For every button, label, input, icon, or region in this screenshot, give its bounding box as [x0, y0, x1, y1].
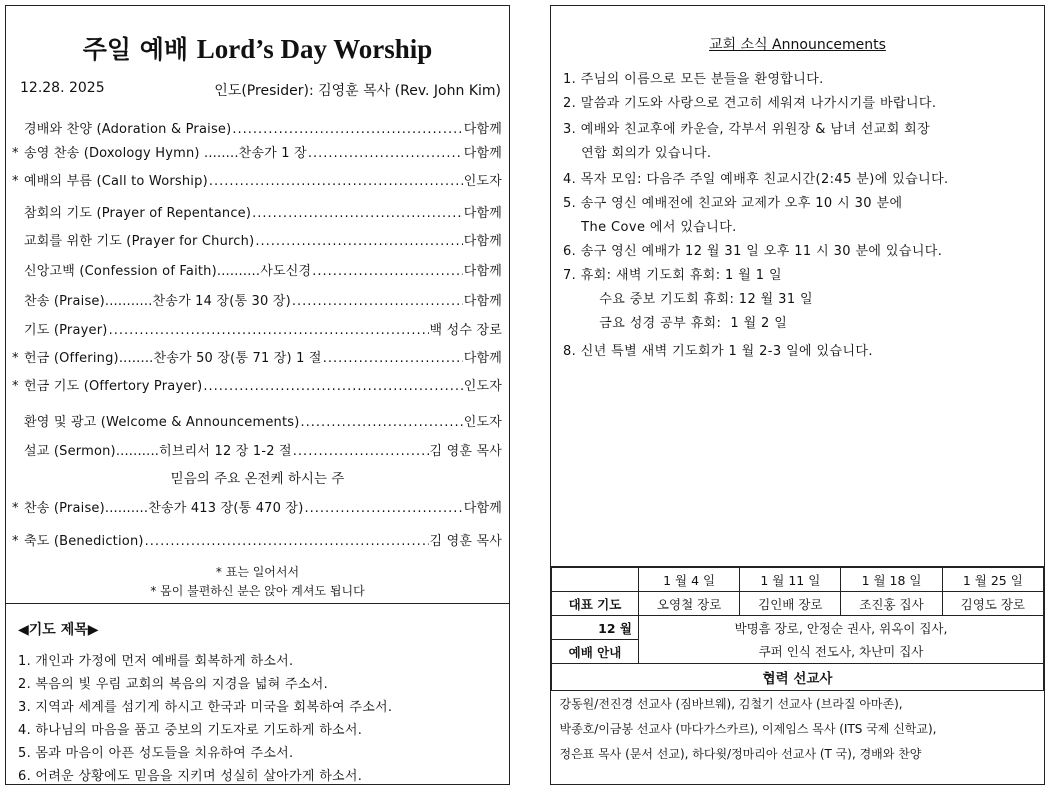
announcement-item: 수요 중보 기도회 휴회: 12 월 31 일 — [563, 292, 813, 307]
order-item — [12, 260, 502, 279]
standing-marker: * — [12, 146, 19, 161]
prayer-item: 6. 어려운 상황에도 믿음을 지키며 성실히 살아가게 하소서. — [18, 769, 363, 784]
leader-dots — [292, 294, 463, 309]
leader-cell: 김인배 장로 — [740, 592, 841, 616]
sermon-title: 믿음의 주요 온전케 하시는 주 — [170, 471, 345, 487]
guide-label: 12 월 — [552, 616, 639, 640]
table-cell — [552, 568, 639, 592]
order-item-role: 김 영훈 목사 — [429, 444, 502, 459]
leader-dots — [312, 264, 462, 279]
standing-note: * 표는 일어서서 — [215, 565, 300, 579]
leader-dots — [323, 351, 463, 366]
table-row — [552, 592, 1044, 616]
order-item-role: 다함께 — [463, 234, 502, 249]
order-item-role: 다함께 — [463, 264, 502, 279]
table-row — [552, 616, 1044, 640]
order-item-role: 김 영훈 목사 — [429, 534, 502, 549]
leader-dots — [203, 379, 462, 394]
prayer-item: 4. 하나님의 마음을 품고 중보의 기도자로 기도하게 하소서. — [18, 723, 363, 738]
order-item — [12, 170, 502, 189]
order-item — [12, 118, 502, 137]
order-item — [12, 230, 502, 249]
schedule-panel — [550, 567, 1045, 785]
announcement-item: 6. 송구 영신 예배가 12 월 31 일 오후 11 시 30 분에 있습니다. — [563, 244, 943, 259]
table-row — [552, 640, 1044, 664]
date-cell: 1 월 11 일 — [740, 568, 841, 592]
order-item-label: 환영 및 광고 (Welcome & Announcements) — [24, 415, 300, 430]
date-cell: 1 월 18 일 — [841, 568, 942, 592]
order-item — [12, 375, 502, 394]
mission-line: 정은표 목사 (문서 선교), 하다윗/정마리아 선교사 (T 국), 경배와 찬양 — [559, 747, 922, 761]
mission-line: 박종호/이금봉 선교사 (마다가스카르), 이제임스 목사 (ITS 국제 신학교), — [559, 722, 937, 736]
announcement-item: 4. 목자 모임: 다음주 주일 예배후 친교시간(2:45 분)에 있습니다. — [563, 172, 949, 187]
leader-dots — [252, 206, 463, 221]
order-item — [12, 202, 502, 221]
announcement-item: 3. 예배와 친교후에 카운슬, 각부서 위원장 & 남녀 선교회 회장 — [563, 122, 931, 137]
prayer-item: 2. 복음의 빛 우림 교회의 복음의 지경을 넓혀 주소서. — [18, 677, 329, 692]
prayer-item: 3. 지역과 세계를 섬기게 하시고 한국과 미국을 회복하여 주소서. — [18, 700, 393, 715]
order-item — [12, 142, 502, 161]
table-row — [552, 716, 1044, 741]
announcement-item: 2. 말씀과 기도와 사랑으로 견고히 세워져 나가시기를 바랍니다. — [563, 96, 937, 111]
order-item-label: 송영 찬송 (Doxology Hymn) ........찬송가 1 장 — [24, 146, 307, 161]
leader-dots — [209, 174, 463, 189]
row-label: 대표 기도 — [552, 592, 639, 616]
table-row — [552, 741, 1044, 766]
standing-marker: * — [12, 379, 19, 394]
worship-order-panel — [5, 5, 510, 785]
leader-cell: 오영철 장로 — [639, 592, 740, 616]
order-item-label: 참회의 기도 (Prayer of Repentance) — [24, 206, 252, 221]
leader-dots — [232, 122, 462, 137]
leader-dots — [304, 501, 462, 516]
leader-dots — [293, 444, 429, 459]
title-korean: 주일 예배 — [82, 35, 189, 64]
order-item-label: 찬송 (Praise)..........찬송가 413 장(통 470 장) — [24, 501, 304, 516]
order-item — [12, 290, 502, 309]
order-item-role: 다함께 — [463, 146, 502, 161]
order-item — [12, 411, 502, 430]
leader-dots — [308, 146, 463, 161]
guide-label: 예배 안내 — [552, 640, 639, 664]
standing-marker: * — [12, 351, 19, 366]
order-item-label: 찬송 (Praise)...........찬송가 14 장(통 30 장) — [24, 294, 291, 309]
leader-cell: 조진홍 집사 — [841, 592, 942, 616]
leader-dots — [255, 234, 462, 249]
announcement-item: 8. 신년 특별 새벽 기도회가 1 월 2-3 일에 있습니다. — [563, 344, 873, 359]
order-item-label: 경배와 찬양 (Adoration & Praise) — [24, 122, 232, 137]
table-row — [552, 691, 1044, 717]
announcement-item: 금요 성경 공부 휴회: 1 월 2 일 — [563, 316, 788, 331]
order-item-role: 인도자 — [463, 379, 502, 394]
guide-cell: 쿠퍼 인식 전도사, 차난미 집사 — [639, 640, 1044, 664]
seated-note: * 몸이 불편하신 분은 앉아 계셔도 됩니다 — [150, 584, 365, 598]
table-row — [552, 568, 1044, 592]
order-item-role: 백 성수 장로 — [429, 323, 502, 338]
order-item-label: 신앙고백 (Confession of Faith)..........사도신경 — [24, 264, 312, 279]
leader-dots — [109, 323, 429, 338]
order-item-role: 다함께 — [463, 206, 502, 221]
date-cell: 1 월 4 일 — [639, 568, 740, 592]
order-item-label: 헌금 (Offering)........찬송가 50 장(통 71 장) 1 절 — [24, 351, 322, 366]
leader-cell: 김영도 장로 — [942, 592, 1043, 616]
order-item-role: 인도자 — [463, 174, 502, 189]
announcement-item: The Cove 에서 있습니다. — [563, 220, 737, 235]
order-item — [12, 497, 502, 516]
announcements-panel — [550, 5, 1045, 567]
order-item-label: 설교 (Sermon)..........히브리서 12 장 1-2 절 — [24, 444, 292, 459]
order-item — [12, 319, 502, 338]
order-item-role: 다함께 — [463, 501, 502, 516]
leader-dots — [301, 415, 463, 430]
mission-line: 강동원/전진경 선교사 (짐바브웨), 김철기 선교사 (브라질 아마존), — [559, 697, 903, 711]
divider — [6, 603, 509, 604]
prayer-heading: ◀기도 제목▶ — [18, 622, 99, 638]
missions-title: 협력 선교사 — [552, 664, 1044, 691]
date-cell: 1 월 25 일 — [942, 568, 1043, 592]
announcement-item: 5. 송구 영신 예배전에 친교와 교제가 오후 10 시 30 분에 — [563, 196, 903, 211]
order-item-role: 다함께 — [463, 122, 502, 137]
order-item-label: 교회를 위한 기도 (Prayer for Church) — [24, 234, 255, 249]
presider: 인도(Presider): 김영훈 목사 (Rev. John Kim) — [214, 83, 501, 99]
schedule-table — [551, 567, 1044, 766]
guide-cell: 박명흠 장로, 안정순 권사, 위옥이 집사, — [639, 616, 1044, 640]
order-item — [12, 530, 502, 549]
order-item-role: 인도자 — [463, 415, 502, 430]
announcement-item: 1. 주님의 이름으로 모든 분들을 환영합니다. — [563, 72, 824, 87]
service-date: 12.28. 2025 — [20, 80, 105, 96]
prayer-item: 1. 개인과 가정에 먼저 예배를 회복하게 하소서. — [18, 654, 294, 669]
order-item — [12, 440, 502, 459]
leader-dots — [145, 534, 429, 549]
announcements-title: 교회 소식 Announcements — [709, 37, 886, 53]
announcement-item: 연합 회의가 있습니다. — [563, 146, 712, 161]
prayer-item: 5. 몸과 마음이 아픈 성도들을 치유하여 주소서. — [18, 746, 294, 761]
order-item-role: 다함께 — [463, 294, 502, 309]
announcement-item: 7. 휴회: 새벽 기도회 휴회: 1 월 1 일 — [563, 268, 782, 283]
order-item-label: 예배의 부름 (Call to Worship) — [24, 174, 208, 189]
order-item-label: 헌금 기도 (Offertory Prayer) — [24, 379, 203, 394]
order-item-label: 축도 (Benediction) — [24, 534, 144, 549]
standing-marker: * — [12, 534, 19, 549]
order-item — [12, 347, 502, 366]
title-english: Lord’s Day Worship — [196, 34, 433, 64]
order-item-role: 다함께 — [463, 351, 502, 366]
standing-marker: * — [12, 501, 19, 516]
standing-marker: * — [12, 174, 19, 189]
table-row — [552, 664, 1044, 691]
date-line — [20, 80, 501, 100]
order-item-label: 기도 (Prayer) — [24, 323, 108, 338]
page-title — [6, 30, 509, 66]
